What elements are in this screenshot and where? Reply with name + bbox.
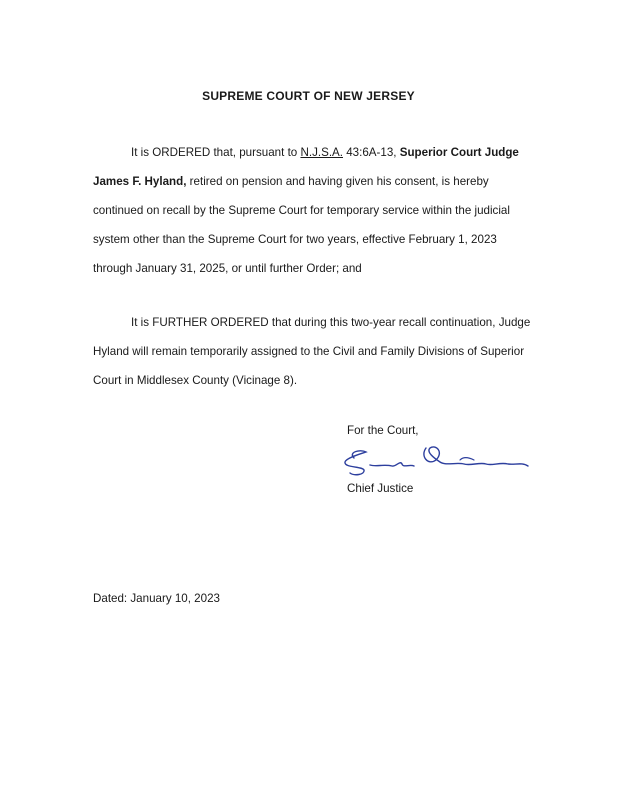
signature-icon [340,440,535,480]
order-paragraph-1 [93,138,533,283]
court-title: SUPREME COURT OF NEW JERSEY [202,89,415,103]
order2-text: It is FURTHER ORDERED that during this two-year recall continuation, Judge Hyland will remain temporarily assigned to the Civil and Family Divisions of Superior Court in Middlesex County (Vicinage 8). [93,316,531,387]
statute-citation: N.J.S.A. [300,146,343,159]
judge-name: Superior Court Judge James F. Hyland, [93,146,519,188]
date-line: Dated: January 10, 2023 [93,592,220,605]
for-the-court: For the Court, [347,424,419,437]
order-paragraph-2 [93,308,533,395]
order1-rest: retired on pension and having given his consent, is hereby continued on recall by the Supreme Court for temporary service within the judicial system other than the Supreme Court for two years, effective February 1, 2023 through January 31, 2025, or until further Order; and [93,175,510,275]
order1-lead: It is ORDERED that, pursuant to [131,146,301,159]
order1-after-statute: 43:6A-13, [343,146,400,159]
signatory-title: Chief Justice [347,482,414,495]
